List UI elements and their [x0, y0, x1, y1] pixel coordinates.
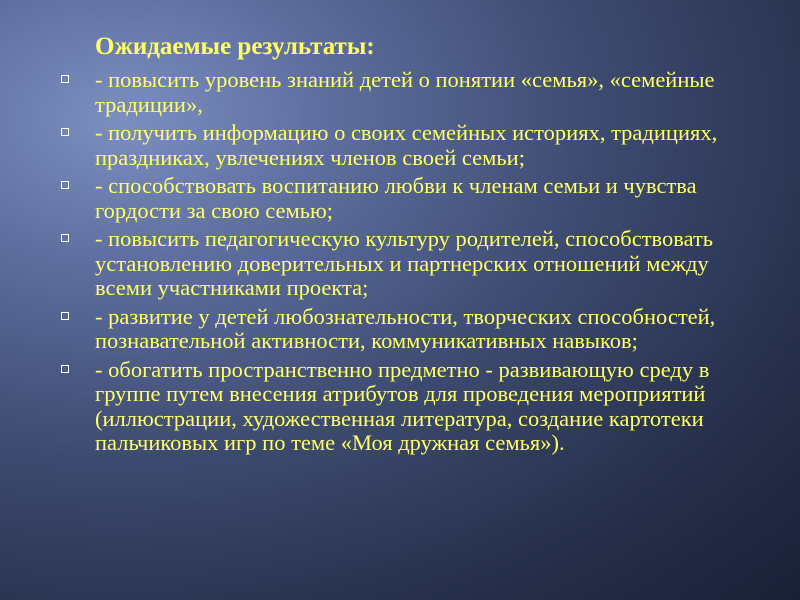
bullet-item: [0, 121, 800, 170]
square-bullet-icon: [61, 181, 69, 189]
square-bullet-icon: [61, 234, 69, 242]
bullet-item: [0, 227, 800, 301]
bullet-text: - повысить уровень знаний детей о понятии «семья», «семейные традиции»,: [95, 67, 715, 117]
bullet-text: - обогатить пространственно предметно - развивающую среду в группе путем внесения атрибутов для проведения мероприятий (иллюстрации, художественная литература, создание картотеки пальчиковых игр по теме «Моя дружная семья»).: [95, 356, 710, 455]
slide-title: Ожидаемые результаты:: [95, 33, 375, 60]
bullet-item: [0, 358, 800, 456]
bullet-item: [0, 68, 800, 117]
square-bullet-icon: [61, 312, 69, 320]
bullet-text: - способствовать воспитанию любви к членам семьи и чувства гордости за свою семью;: [95, 173, 697, 223]
square-bullet-icon: [61, 75, 69, 83]
bullet-text: - получить информацию о своих семейных историях, традициях, праздниках, увлечениях членов своей семьи;: [95, 120, 718, 170]
square-bullet-icon: [61, 365, 69, 373]
bullet-item: [0, 305, 800, 354]
bullet-text: - развитие у детей любознательности, творческих способностей, познавательной активности, коммуникативных навыков;: [95, 303, 716, 353]
bullet-item: [0, 174, 800, 223]
bullet-text: - повысить педагогическую культуру родителей, способствовать установлению доверительных и партнерских отношений между всеми участниками проекта;: [95, 226, 714, 300]
square-bullet-icon: [61, 128, 69, 136]
bullet-list: [0, 68, 800, 460]
